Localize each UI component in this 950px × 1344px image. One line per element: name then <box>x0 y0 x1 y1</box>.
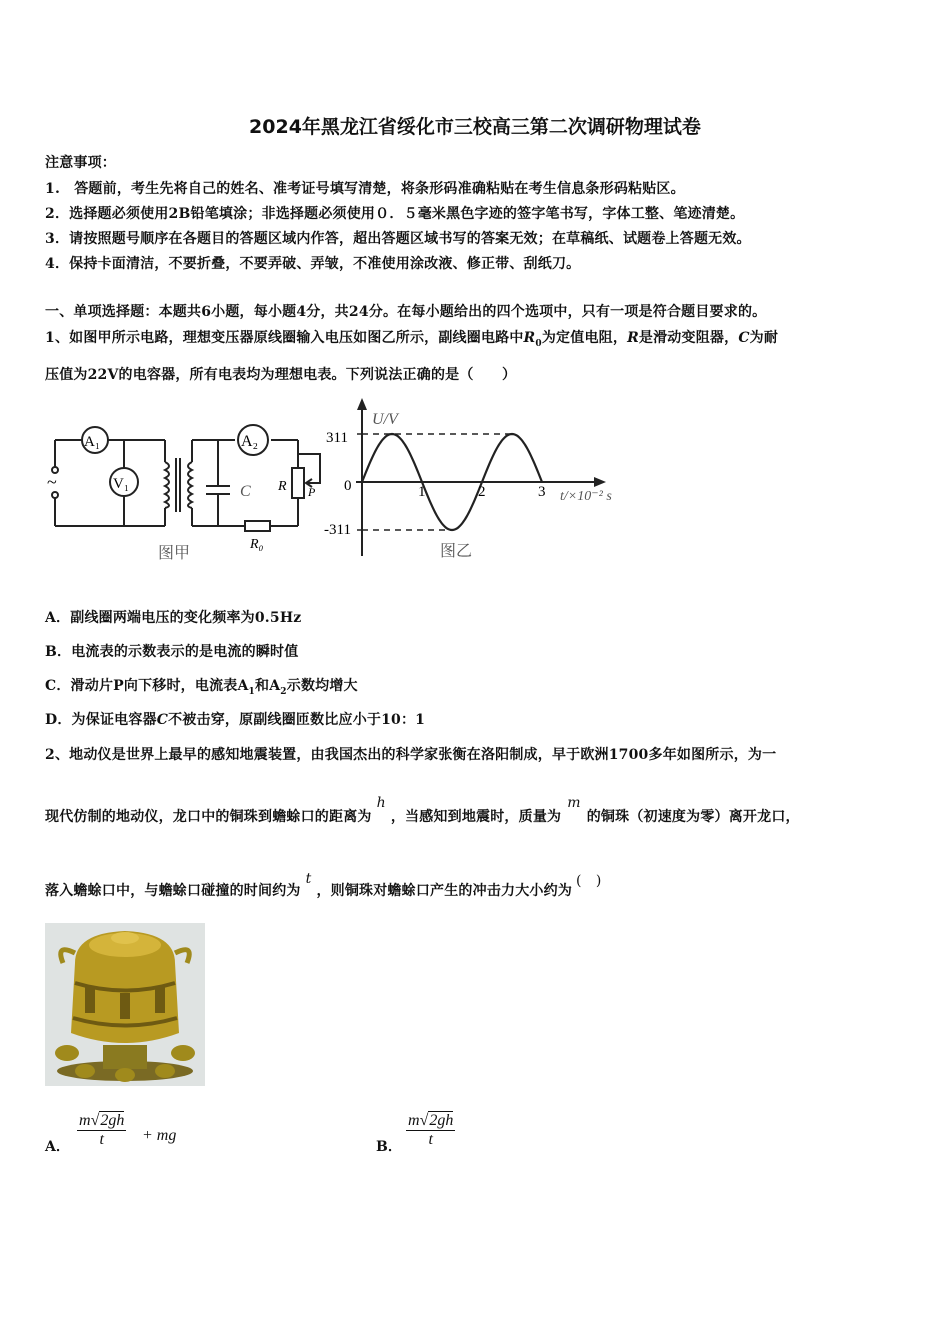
var-c: C <box>156 712 169 728</box>
x-tick-label: 2 <box>478 484 486 500</box>
question-1-line-1 <box>45 327 778 349</box>
note-item: 4．保持卡面清洁，不要折叠，不要弄破、弄皱，不准使用涂改液、修正带、刮纸刀。 <box>45 256 581 272</box>
ammeter-a1-label: A₁ <box>84 434 101 450</box>
var-r0: R <box>523 330 536 346</box>
fraction-denominator: t <box>428 1131 433 1148</box>
y-axis-arrow <box>357 398 367 410</box>
q1-option-d <box>45 709 425 729</box>
q2-text: ，则铜珠对蟾蜍口产生的冲击力大小约为 <box>316 883 573 899</box>
figure-b-caption: 图乙 <box>440 541 473 560</box>
question-2-line-1: 2、地动仪是世界上最早的感知地震装置，由我国杰出的科学家张衡在洛阳制成，早于欧洲1700多年如图所示，为一 <box>45 747 777 763</box>
q1-text: 是滑动变阻器， <box>638 330 739 346</box>
formula-root: 2gh <box>429 1112 454 1129</box>
capacitor-label: C <box>240 483 251 500</box>
q1-text: 为定值电阻， <box>541 330 628 346</box>
var-t: t <box>305 871 312 887</box>
q1-option-a: A．副线圈两端电压的变化频率为0.5Hz <box>45 610 302 626</box>
opt-c-text: 和A <box>255 678 281 694</box>
slider-p-label: P <box>308 485 316 499</box>
voltage-chart <box>320 396 630 566</box>
fraction-numerator: m√2gh <box>79 1112 125 1129</box>
ammeter-a2-label: A₂ <box>241 433 259 450</box>
var-c: C <box>738 330 750 346</box>
var-h: h <box>376 795 386 811</box>
fraction-denominator: t <box>99 1131 104 1148</box>
section-heading: 一、单项选择题：本题共6小题，每小题4分，共24分。在每小题给出的四个选项中，只有一项是符合题目要求的。 <box>45 304 767 320</box>
circuit-diagram <box>40 400 330 580</box>
x-tick-label: 3 <box>538 484 546 500</box>
note-item: 2．选择题必须使用2B铅笔填涂；非选择题必须使用０．５毫米黑色字迹的签字笔书写，字体工整、笔迹清楚。 <box>45 206 745 222</box>
opt-c-text: 示数均增大 <box>286 678 358 694</box>
ac-source-symbol: ~ <box>47 472 57 492</box>
x-tick-label: 1 <box>418 484 426 500</box>
q1-option-c <box>45 675 358 697</box>
page-title: 2024年黑龙江省绥化市三校高三第二次调研物理试卷 <box>249 116 701 138</box>
question-2-line-2 <box>45 795 800 826</box>
resistor-r-label: R <box>278 479 287 494</box>
opt-d-text: D．为保证电容器 <box>45 712 157 728</box>
q2-text: 落入蟾蜍口中，与蟾蜍口碰撞的时间约为 <box>45 883 301 899</box>
note-item: 3．请按照题号顺序在各题目的答题区域内作答，超出答题区域书写的答案无效；在草稿纸、试题卷上答题无效。 <box>45 231 751 247</box>
var-m: m <box>567 795 581 811</box>
question-1-line-2: 压值为22V的电容器，所有电表均为理想电表。下列说法正确的是（ ） <box>45 367 517 383</box>
var-r: R <box>627 330 639 346</box>
opt-c-text: C．滑动片P向下移时，电流表A <box>45 678 249 694</box>
note-item: 1. 答题前，考生先将自己的姓名、准考证号填写清楚，将条形码准确粘贴在考生信息条形码粘贴区。 <box>45 181 685 197</box>
formula-root: 2gh <box>100 1112 125 1129</box>
y-tick-label: -311 <box>324 522 351 538</box>
fraction-numerator: m√2gh <box>408 1112 454 1129</box>
q2-option-a-tail: + mg <box>142 1127 177 1144</box>
formula-m: m <box>408 1112 420 1129</box>
y-tick-label: 0 <box>344 478 352 494</box>
y-axis-label: U/V <box>372 411 398 428</box>
opt-c-sub: 1 <box>248 686 256 697</box>
x-axis-arrow <box>594 477 606 487</box>
q1-text: 1、如图甲所示电路，理想变压器原线圈输入电压如图乙所示，副线圈电路中 <box>45 330 524 346</box>
x-axis-label: t/×10⁻² s <box>560 489 612 504</box>
opt-d-text: 不被击穿，原副线圈匝数比应小于10：1 <box>168 712 426 728</box>
seismograph-photo <box>45 923 205 1086</box>
y-tick-label: 311 <box>326 430 348 446</box>
q2-text: 的铜珠（初速度为零）离开龙口， <box>586 809 800 825</box>
q1-text: 为耐 <box>749 330 779 346</box>
q2-option-a-formula <box>77 1112 126 1149</box>
formula-m: m <box>79 1112 91 1129</box>
q1-option-b: B．电流表的示数表示的是电流的瞬时值 <box>45 644 299 660</box>
q2-option-b-formula <box>406 1112 455 1149</box>
voltmeter-v1-label: V₁ <box>113 476 130 492</box>
q2-option-b-label: B． <box>376 1139 402 1155</box>
opt-c-sub: 2 <box>280 686 287 697</box>
answer-parentheses: ( ) <box>576 873 602 889</box>
resistor-r0-label: R₀ <box>250 537 264 552</box>
q2-option-a-label: A． <box>45 1139 70 1155</box>
question-2-line-3 <box>45 871 602 900</box>
q2-text: ，当感知到地震时，质量为 <box>390 809 562 825</box>
q2-text: 现代仿制的地动仪，龙口中的铜珠到蟾蜍口的距离为 <box>45 809 372 825</box>
var-r0-sub: 0 <box>535 338 542 349</box>
figure-a-caption: 图甲 <box>158 543 191 562</box>
notes-heading: 注意事项： <box>45 155 116 171</box>
